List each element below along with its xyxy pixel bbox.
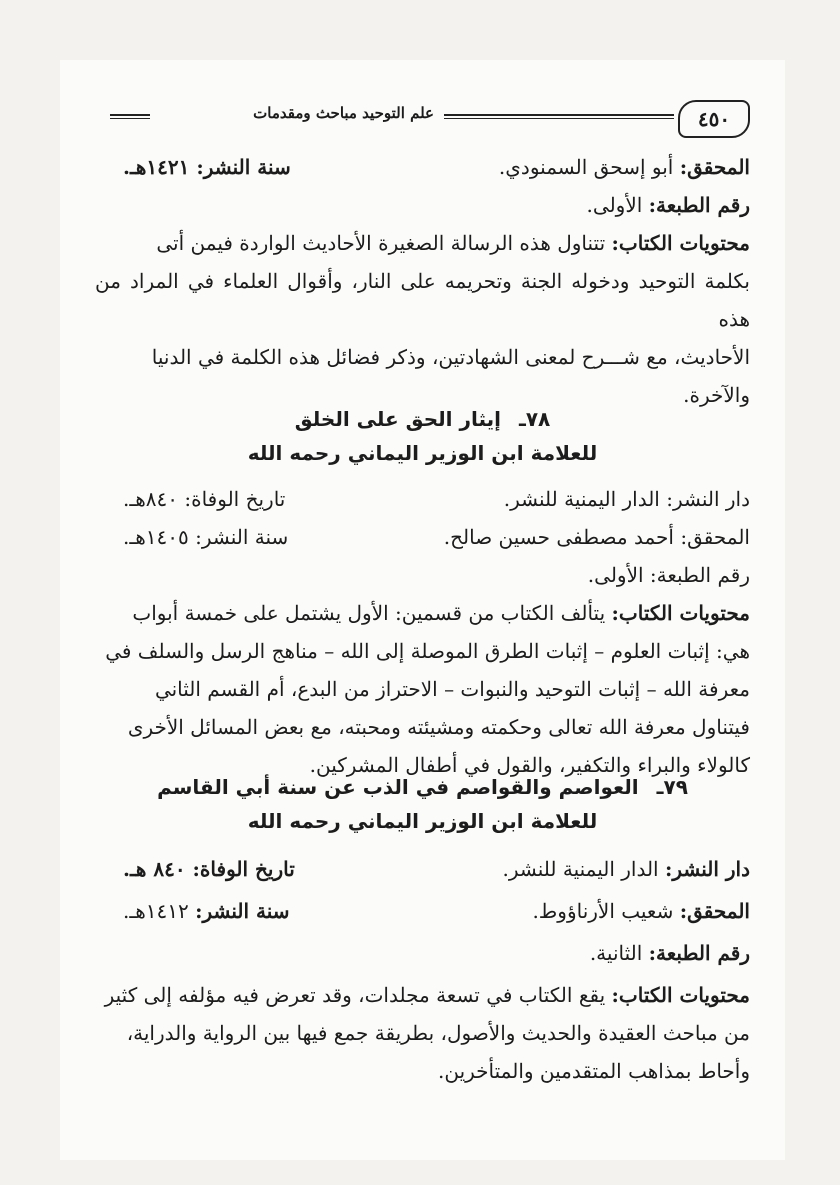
para-line: من مباحث العقيدة والحديث والأصول، بطريقة جمع فيها بين الرواية والدراية،: [126, 1021, 750, 1045]
raqm-row: [95, 186, 750, 224]
entry-title-text: إيثار الحق على الخلق: [294, 407, 501, 431]
header-rule-short: [110, 114, 150, 119]
para-line: هي: إثبات العلوم – إثبات الطرق الموصلة إلى الله – مناهج الرسل والسلف في: [105, 639, 750, 663]
muhtawayat-paragraph: [95, 976, 750, 1090]
dar-value: الدار اليمنية للنشر.: [503, 487, 660, 511]
raqm-label: رقم الطبعة:: [649, 563, 750, 587]
wafat-label: تاريخ الوفاة:: [184, 487, 286, 511]
muhtawayat-label: محتويات الكتاب:: [611, 601, 750, 625]
entry-author: للعلامة ابن الوزير اليماني رحمه الله: [247, 809, 598, 833]
para-line: بكلمة التوحيد ودخوله الجنة وتحريمه على النار، وأقوال العلماء في المراد من هذه: [95, 269, 750, 331]
muhtawayat-paragraph: [95, 594, 750, 784]
wafat-value: ٨٤٠ هـ.: [123, 857, 186, 881]
prev-entry: [95, 148, 750, 414]
sana-label: سنة النشر:: [195, 899, 290, 923]
sana-label: سنة النشر:: [195, 525, 289, 549]
page-header: [110, 100, 750, 136]
raqm-row: [95, 934, 750, 976]
para-line: يتألف الكتاب من قسمين: الأول يشتمل على خمسة أبواب: [132, 601, 606, 625]
muhaqqiq-row: [95, 892, 750, 934]
muhaqqiq-row: [95, 518, 750, 556]
muhaqqiq-label: المحقق:: [679, 899, 750, 923]
muhtawayat-paragraph: [95, 224, 750, 414]
muhaqqiq-value: أبو إسحق السمنودي.: [498, 155, 674, 179]
wafat-value: ٨٤٠هـ.: [123, 487, 178, 511]
dar-label: دار النشر:: [664, 857, 750, 881]
para-line: معرفة الله – إثبات التوحيد والنبوات – الاحتراز من البدع، أم القسم الثاني: [154, 677, 750, 701]
raqm-row: [95, 556, 750, 594]
muhaqqiq-value: شعيب الأرناؤوط.: [532, 899, 674, 923]
sana-value: ١٤٢١هـ.: [123, 155, 190, 179]
para-line: كالولاء والبراء والتكفير، والقول في أطفال المشركين.: [309, 753, 750, 777]
sana-value: ١٤٠٥هـ.: [123, 525, 189, 549]
entry-title: [95, 770, 750, 804]
muhaqqiq-row: [95, 148, 750, 186]
running-title: علم التوحيد مباحث ومقدمات: [253, 104, 434, 122]
entry-title-text: العواصم والقواصم في الذب عن سنة أبي القاسم: [157, 775, 639, 799]
muhaqqiq-label: المحقق:: [680, 525, 750, 549]
para-line: الأحاديث، مع شـــرح لمعنى الشهادتين، وذكر فضائل هذه الكلمة في الدنيا: [151, 345, 750, 369]
wafat-label: تاريخ الوفاة:: [192, 857, 295, 881]
dar-row: [95, 850, 750, 892]
muhtawayat-label: محتويات الكتاب:: [611, 231, 750, 255]
entry-author: للعلامة ابن الوزير اليماني رحمه الله: [247, 441, 598, 465]
para-line: تتناول هذه الرسالة الصغيرة الأحاديث الواردة فيمن أتى: [156, 231, 606, 255]
dar-value: الدار اليمنية للنشر.: [502, 857, 659, 881]
dar-row: [95, 480, 750, 518]
sana-label: سنة النشر:: [196, 155, 291, 179]
dar-label: دار النشر:: [666, 487, 750, 511]
raqm-label: رقم الطبعة:: [648, 193, 750, 217]
entry-number: ٧٨ـ: [519, 407, 551, 431]
muhtawayat-label: محتويات الكتاب:: [611, 983, 750, 1007]
raqm-label: رقم الطبعة:: [648, 941, 750, 965]
muhaqqiq-value: أحمد مصطفى حسين صالح.: [443, 525, 674, 549]
sana-value: ١٤١٢هـ.: [123, 899, 189, 923]
entry-78: [95, 402, 750, 784]
para-line: والآخرة.: [683, 383, 750, 407]
para-line: فيتناول معرفة الله تعالى وحكمته ومشيئته ومحبته، مع بعض المسائل الأخرى: [127, 715, 750, 739]
raqm-value: الأولى.: [586, 193, 643, 217]
header-rule: [444, 114, 674, 119]
entry-79: [95, 770, 750, 1090]
page-number: ٤٥٠: [678, 100, 750, 138]
raqm-value: الأولى.: [587, 563, 644, 587]
para-line: وأحاط بمذاهب المتقدمين والمتأخرين.: [438, 1059, 750, 1083]
entry-title: [95, 402, 750, 436]
para-line: يقع الكتاب في تسعة مجلدات، وقد تعرض فيه مؤلفه إلى كثير: [104, 983, 606, 1007]
muhaqqiq-label: المحقق:: [679, 155, 750, 179]
raqm-value: الثانية.: [589, 941, 643, 965]
entry-number: ٧٩ـ: [656, 775, 688, 799]
